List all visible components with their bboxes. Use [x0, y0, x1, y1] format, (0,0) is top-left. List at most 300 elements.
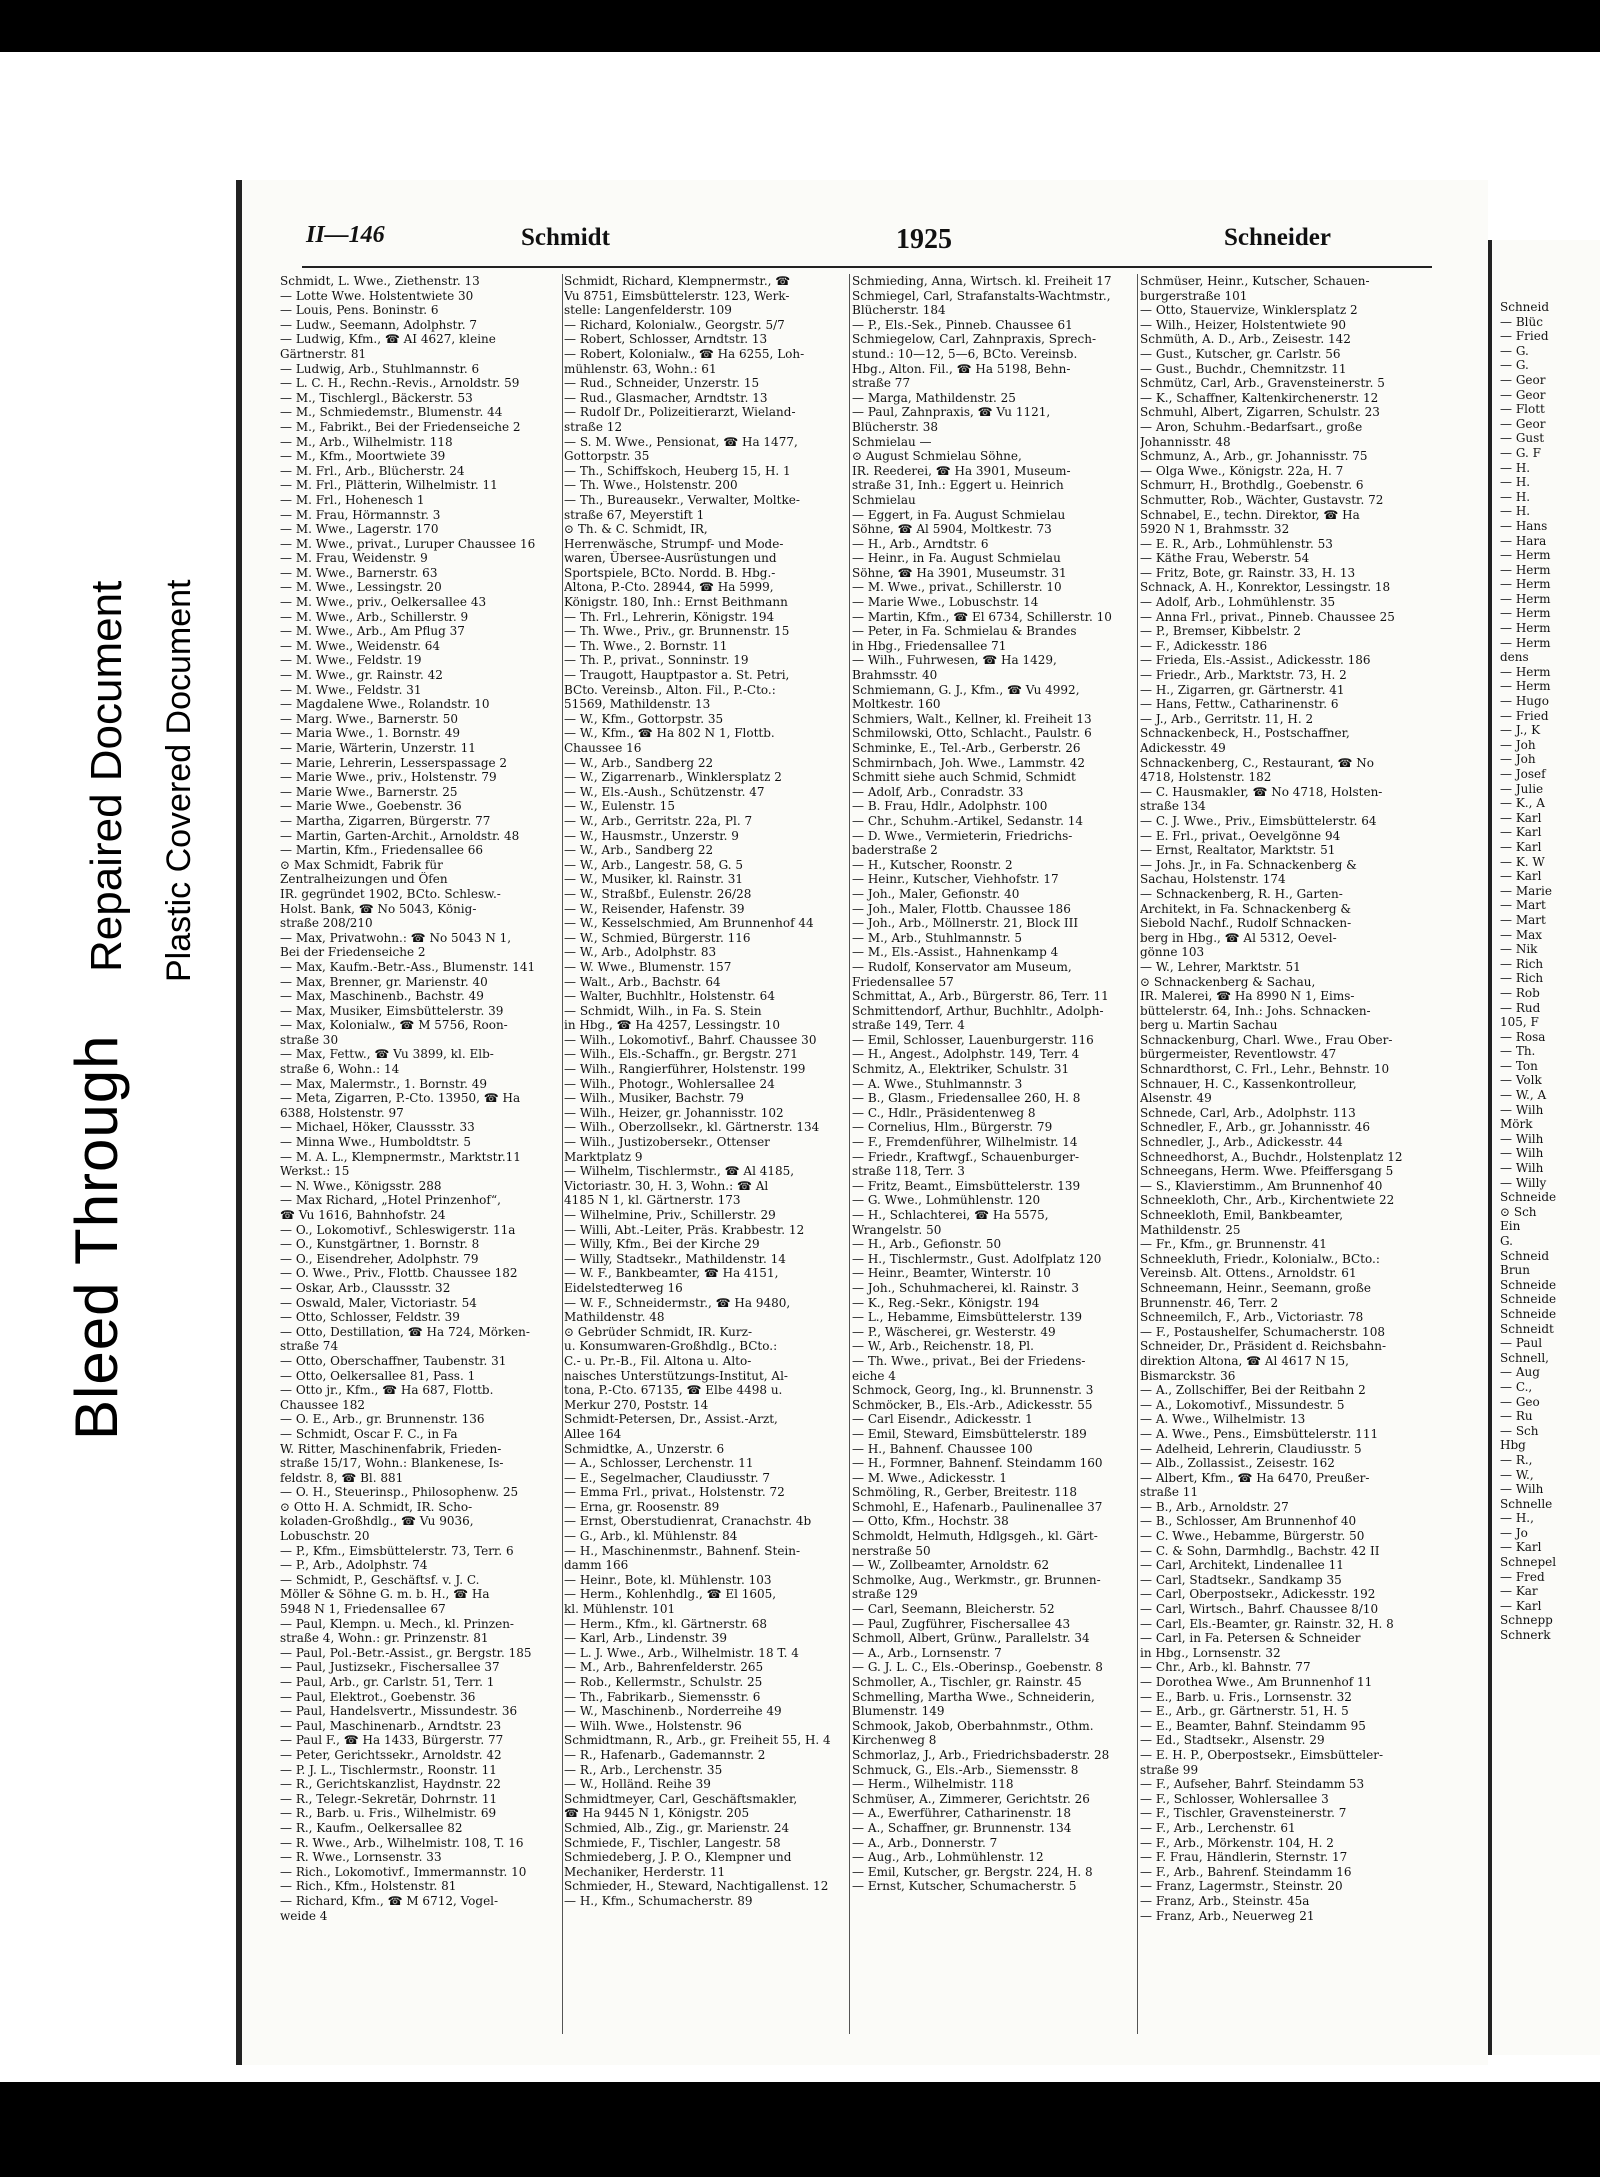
directory-entry-line: — A., Lokomotivf., Missundestr. 5 — [1140, 1397, 1345, 1412]
directory-entry-line: — Carl, Wirtsch., Bahrf. Chaussee 8/10 — [1140, 1602, 1379, 1617]
directory-entry-line: straße 31, Inh.: Eggert u. Heinrich — [852, 478, 1064, 493]
directory-entry-line: — Magdalene Wwe., Rolandstr. 10 — [280, 697, 490, 712]
directory-entry-line: Schmook, Jakob, Oberbahnmstr., Othm. — [852, 1718, 1094, 1733]
next-page-fragment: — Herm — [1500, 621, 1551, 636]
directory-entry-line: — Friedr., Arb., Marktstr. 73, H. 2 — [1140, 668, 1347, 683]
directory-entry-line: — A., Arb., Lornsenstr. 7 — [852, 1645, 1002, 1660]
directory-entry-line: — Otto, Kfm., Hochstr. 38 — [852, 1514, 1009, 1529]
next-page-fragment: — Wilh — [1500, 1482, 1544, 1497]
directory-entry-line: — Otto, Oelkersallee 81, Pass. 1 — [280, 1368, 476, 1383]
directory-entry-line: — P., Arb., Adolphstr. 74 — [280, 1558, 428, 1573]
next-page-fragment: — Wilh — [1500, 1102, 1544, 1117]
directory-entry-line: — M. Wwe., privat., Schillerstr. 10 — [852, 580, 1062, 595]
directory-entry-line: — Max, Maschinenb., Bachstr. 49 — [280, 989, 484, 1004]
next-page-fragment: — Marie — [1500, 883, 1552, 898]
next-page-fragment: — J., K — [1500, 723, 1541, 738]
directory-entry-line: — R., Kaufm., Oelkersallee 82 — [280, 1820, 463, 1835]
directory-entry-line: — Marga, Mathildenstr. 25 — [852, 390, 1016, 405]
directory-entry-line: — F., Arb., Lerchenstr. 61 — [1140, 1820, 1296, 1835]
directory-entry-line: — Th. Wwe., Priv., gr. Brunnenstr. 15 — [564, 624, 790, 639]
directory-entry-line: — Rich., Kfm., Holstenstr. 81 — [280, 1879, 457, 1894]
directory-column-4 — [1140, 274, 1432, 2044]
directory-entry-line: Chaussee 182 — [280, 1397, 366, 1412]
directory-entry-line: — M., Arb., Bahrenfelderstr. 265 — [564, 1660, 764, 1675]
next-page-fragment: G. — [1500, 1234, 1513, 1248]
directory-entry-line: — Meta, Zigarren, P.-Cto. 13950, ☎ Ha — [280, 1091, 521, 1106]
directory-entry-line: — W. F., Bankbeamter, ☎ Ha 4151, — [564, 1266, 779, 1281]
directory-entry-line: — Marie, Lehrerin, Lesserspassage 2 — [280, 755, 508, 770]
directory-entry-line: — H., Angest., Adolphstr. 149, Terr. 4 — [852, 1047, 1080, 1062]
directory-entry-line: Sportspiele, BCto. Nordd. B. Hbg.- — [564, 565, 776, 580]
directory-entry-line: Söhne, ☎ Ha 3901, Museumstr. 31 — [852, 565, 1067, 580]
next-page-fragment: — H. — [1500, 475, 1531, 490]
next-page-fragment: — Wilh — [1500, 1146, 1544, 1161]
directory-entry-line: — W., Arb., Gerritstr. 22a, Pl. 7 — [564, 813, 753, 828]
directory-entry-line: Schneekloth, Chr., Arb., Kirchentwiete 22 — [1140, 1193, 1395, 1208]
directory-entry-line: — Eggert, in Fa. August Schmielau — [852, 507, 1066, 522]
next-page-fragment: Schnelle — [1500, 1496, 1553, 1511]
directory-entry-line: — G., Arb., kl. Mühlenstr. 84 — [564, 1529, 738, 1544]
next-page-fragment: Schneide — [1500, 1306, 1557, 1321]
directory-entry-line: straße 77 — [852, 376, 911, 391]
directory-entry-line: — Rud., Schneider, Unzerstr. 15 — [564, 376, 760, 391]
directory-entry-line: — Paul, Handelsvertr., Missundestr. 36 — [280, 1704, 518, 1719]
directory-entry-line: Schneekluth, Friedr., Kolonialw., BCto.: — [1140, 1251, 1380, 1266]
directory-entry-line: Schmiede, F., Tischler, Langestr. 58 — [564, 1835, 781, 1850]
directory-entry-line: — M. Frau, Hörmannstr. 3 — [280, 507, 441, 522]
directory-entry-line: — H., Schlachterei, ☎ Ha 5575, — [852, 1208, 1049, 1222]
directory-entry-line: — F., Adickesstr. 186 — [1140, 638, 1268, 653]
directory-entry-line: — Max, Brenner, gr. Marienstr. 40 — [280, 974, 488, 989]
directory-entry-line: — Th., Schiffskoch, Heuberg 15, H. 1 — [564, 463, 791, 478]
next-page-fragment: — Aug — [1500, 1365, 1540, 1380]
directory-entry-line: — W., Hausmstr., Unzerstr. 9 — [564, 828, 739, 843]
directory-entry-line: — Walter, Buchhltr., Holstenstr. 64 — [564, 989, 775, 1004]
directory-entry-line: Schmöcker, B., Els.-Arb., Adickesstr. 55 — [852, 1397, 1093, 1412]
directory-entry-line: — W., Straßbf., Eulenstr. 26/28 — [564, 886, 752, 901]
directory-entry-line: — Oskar, Arb., Claussstr. 32 — [280, 1280, 451, 1295]
directory-entry-line: Söhne, ☎ Al 5904, Moltkestr. 73 — [852, 522, 1052, 537]
directory-entry-line: — P. J. L., Tischlermstr., Roonstr. 11 — [280, 1762, 497, 1777]
directory-entry-line: — R., Gerichtskanzlist, Haydnstr. 22 — [280, 1777, 501, 1792]
directory-entry-line: — G. Wwe., Lohmühlenstr. 120 — [852, 1193, 1041, 1208]
directory-entry-line: Schmidtmann, R., Arb., gr. Freiheit 55, H. 4 — [564, 1733, 831, 1748]
directory-entry-line: ⊙ Otto H. A. Schmidt, IR. Scho- — [280, 1499, 473, 1514]
directory-entry-line: — Richard, Kolonialw., Georgstr. 5/7 — [564, 317, 785, 332]
directory-entry-line: — B., Arb., Arnoldstr. 27 — [1140, 1499, 1289, 1514]
directory-entry-line: — W., Maschinenb., Norderreihe 49 — [564, 1704, 782, 1719]
directory-entry-line: Schmöling, R., Gerber, Breitestr. 118 — [852, 1485, 1078, 1500]
directory-entry-line: Schmiers, Walt., Kellner, kl. Freiheit 13 — [852, 711, 1092, 726]
directory-entry-line: in Hbg., Friedensallee 71 — [852, 638, 1007, 653]
directory-entry-line: — Franz, Lagermstr., Steinstr. 20 — [1140, 1879, 1343, 1894]
next-page-fragments — [1500, 300, 1600, 1643]
directory-entry-line: waren, Übersee-Ausrüstungen und — [564, 551, 777, 566]
directory-entry-line: — Oswald, Maler, Victoriastr. 54 — [280, 1295, 477, 1310]
directory-entry-line: — Joh., Arb., Möllnerstr. 21, Block III — [852, 916, 1079, 931]
directory-entry-line: — Fritz, Beamt., Eimsbüttelerstr. 139 — [852, 1178, 1081, 1193]
directory-entry-line: Friedensallee 57 — [852, 974, 954, 989]
directory-entry-line: Brunnenstr. 46, Terr. 2 — [1140, 1295, 1279, 1310]
directory-entry-line: — H., Kfm., Schumacherstr. 89 — [564, 1893, 753, 1908]
directory-entry-line: — Schnackenberg, R. H., Garten- — [1140, 886, 1343, 901]
directory-entry-line: Zentralheizungen und Öfen — [280, 872, 448, 887]
directory-entry-line: straße 99 — [1140, 1762, 1199, 1777]
directory-entry-line: — Heinr., Bote, kl. Mühlenstr. 103 — [564, 1572, 772, 1587]
directory-entry-line: — F., Postaushelfer, Schumacherstr. 108 — [1140, 1324, 1385, 1339]
directory-entry-line: Königstr. 180, Inh.: Ernst Beithmann — [564, 595, 788, 610]
directory-entry-line: — Anna Frl., privat., Pinneb. Chaussee 25 — [1140, 609, 1395, 624]
next-page-fragment: — Geor — [1500, 372, 1546, 387]
directory-entry-line: — Peter, in Fa. Schmielau & Brandes — [852, 624, 1077, 639]
directory-entry-line: — M. Frl., Hohenesch 1 — [280, 492, 425, 507]
next-page-fragment: — Karl — [1500, 810, 1542, 825]
directory-entry-line: — Herm., Wilhelmistr. 118 — [852, 1777, 1014, 1792]
directory-entry-line: — Carl, in Fa. Petersen & Schneider — [1140, 1631, 1361, 1646]
directory-entry-line: C.- u. Pr.-B., Fil. Altona u. Alto- — [564, 1353, 752, 1368]
next-page-fragment: — Paul — [1500, 1336, 1543, 1351]
directory-entry-line: — Th. Wwe., 2. Bornstr. 11 — [564, 638, 728, 653]
directory-entry-line: — Wilh., Oberzollsekr., kl. Gärtnerstr. 134 — [564, 1120, 820, 1135]
next-page-fragment: — Kar — [1500, 1584, 1538, 1599]
directory-entry-line: — Paul, Zahnpraxis, ☎ Vu 1121, — [852, 405, 1051, 420]
page-number: II—146 — [306, 222, 385, 248]
directory-entry-line: — C. & Sohn, Darmhdlg., Bachstr. 42 II — [1140, 1543, 1380, 1558]
directory-entry-line: — R., Hafenarb., Gademannstr. 2 — [564, 1747, 766, 1762]
directory-entry-line: — F., Fremdenführer, Wilhelmistr. 14 — [852, 1135, 1078, 1150]
directory-entry-line: — Th., Bureausekr., Verwalter, Moltke- — [564, 492, 800, 507]
next-page-fragment: — Gust — [1500, 431, 1545, 446]
directory-entry-line: — M. Wwe., Barnerstr. 63 — [280, 565, 438, 580]
directory-entry-line: Schmitz, A., Elektriker, Schulstr. 31 — [852, 1062, 1070, 1077]
directory-entry-line: — W., Musiker, kl. Rainstr. 31 — [564, 872, 743, 887]
next-page-fragment: — Rich — [1500, 971, 1544, 986]
directory-entry-line: stund.: 10—12, 5—6, BCto. Vereinsb. — [852, 346, 1078, 361]
directory-entry-line: Mathildenstr. 25 — [1140, 1222, 1241, 1237]
next-page-fragment: — Julie — [1500, 781, 1544, 796]
directory-entry-line: Schmüth, A. D., Arb., Zeisestr. 142 — [1140, 332, 1351, 347]
next-page-fragment: Schnell, — [1500, 1350, 1549, 1365]
directory-entry-line: — H., Formner, Bahnenf. Steindamm 160 — [852, 1456, 1103, 1471]
directory-entry-line: — W., Arb., Sandberg 22 — [564, 755, 714, 770]
directory-entry-line: Schmolke, Aug., Werkmstr., gr. Brunnen- — [852, 1572, 1101, 1587]
next-page-fragment: — Hara — [1500, 533, 1547, 548]
directory-entry-line: in Hbg., Lornsenstr. 32 — [1140, 1645, 1281, 1660]
directory-entry-line: — O. H., Steuerinsp., Philosophenw. 25 — [280, 1485, 519, 1500]
directory-entry-line: — Frieda, Els.-Assist., Adickesstr. 186 — [1140, 653, 1371, 668]
directory-entry-line: — Paul, Zugführer, Fischersallee 43 — [852, 1616, 1071, 1631]
directory-entry-line: — Th., Fabrikarb., Siemensstr. 6 — [564, 1689, 761, 1704]
next-page-fragment: — Hugo — [1500, 694, 1549, 709]
directory-entry-line: — W., Arb., Langestr. 58, G. 5 — [564, 857, 744, 872]
directory-entry-line: — B. Frau, Hdlr., Adolphstr. 100 — [852, 799, 1048, 814]
directory-entry-line: berg in Hbg., ☎ Al 5312, Oevel- — [1140, 930, 1337, 945]
directory-entry-line: Schmielau — [852, 492, 916, 507]
directory-entry-line: — Rud., Glasmacher, Arndtstr. 13 — [564, 390, 768, 405]
directory-entry-line: — M. Wwe., Weidenstr. 64 — [280, 638, 440, 653]
directory-entry-line: — Wilh., Els.-Schaffn., gr. Bergstr. 271 — [564, 1047, 798, 1062]
next-page-fragment: — Hans — [1500, 518, 1548, 533]
directory-entry-line: Schmittat, A., Arb., Bürgerstr. 86, Terr. 11 — [852, 989, 1109, 1004]
directory-entry-line: Holst. Bank, ☎ No 5043, König- — [280, 901, 477, 916]
directory-entry-line: — A., Zollschiffer, Bei der Reitbahn 2 — [1140, 1383, 1366, 1398]
directory-entry-line: — O. E., Arb., gr. Brunnenstr. 136 — [280, 1412, 485, 1427]
next-page-fragment: — Karl — [1500, 869, 1542, 884]
directory-entry-line: Schmock, Georg, Ing., kl. Brunnenstr. 3 — [852, 1383, 1094, 1398]
next-page-fragment: ⊙ Sch — [1500, 1204, 1537, 1219]
directory-entry-line: — Emil, Schlosser, Lauenburgerstr. 116 — [852, 1032, 1094, 1047]
directory-entry-line: — Max, Fettw., ☎ Vu 3899, kl. Elb- — [280, 1047, 494, 1062]
directory-entry-line: — Carl, Seemann, Bleicherstr. 52 — [852, 1602, 1055, 1617]
directory-entry-line: — W. F., Schneidermstr., ☎ Ha 9480, — [564, 1295, 791, 1310]
directory-entry-line: — Marie, Wärterin, Unzerstr. 11 — [280, 741, 476, 755]
directory-entry-line: — M. Wwe., Feldstr. 31 — [280, 682, 422, 697]
next-page-fragment: 105, F — [1500, 1015, 1539, 1030]
directory-entry-line: Schmidt, L. Wwe., Ziethenstr. 13 — [280, 274, 480, 288]
directory-entry-line: Schmielau — — [852, 434, 932, 449]
directory-entry-line: Schmuhl, Albert, Zigarren, Schulstr. 23 — [1140, 405, 1380, 420]
directory-entry-line: 6388, Holstenstr. 97 — [280, 1105, 404, 1120]
directory-entry-line: — Ludwig, Arb., Stuhlmannstr. 6 — [280, 361, 480, 376]
directory-entry-line: — Alb., Zollassist., Zeisestr. 162 — [1140, 1456, 1335, 1471]
directory-column-3 — [852, 274, 1136, 2044]
directory-entry-line: — A., Ewerführer, Catharinenstr. 18 — [852, 1806, 1072, 1821]
directory-entry-line: — Gust., Kutscher, gr. Carlstr. 56 — [1140, 346, 1341, 361]
directory-entry-line: Schmiegel, Carl, Strafanstalts-Wachtmstr., — [852, 288, 1111, 303]
directory-entry-line: straße 208/210 — [280, 916, 373, 931]
directory-entry-line: — E. R., Arb., Lohmühlenstr. 53 — [1140, 536, 1333, 551]
directory-entry-line: — B., Glasm., Friedensallee 260, H. 8 — [852, 1091, 1081, 1106]
directory-entry-line: Schmoller, A., Tischler, gr. Rainstr. 45 — [852, 1675, 1082, 1689]
directory-entry-line: — Ludwig, Kfm., ☎ AI 4627, kleine — [280, 332, 496, 347]
directory-entry-line: — M. Wwe., Feldstr. 19 — [280, 653, 422, 668]
directory-entry-line: — Cornelius, Hlm., Bürgerstr. 79 — [852, 1120, 1053, 1135]
directory-entry-line: — Rudolf Dr., Polizeitierarzt, Wieland- — [564, 405, 796, 420]
next-page-fragment: Mörk — [1500, 1117, 1533, 1132]
directory-entry-line: — Hans, Fettw., Catharinenstr. 6 — [1140, 697, 1339, 712]
directory-entry-line: ⊙ Gebrüder Schmidt, IR. Kurz- — [564, 1324, 753, 1339]
directory-entry-line: — Herm., Kfm., kl. Gärtnerstr. 68 — [564, 1616, 768, 1631]
directory-entry-line: — Michael, Höker, Claussstr. 33 — [280, 1120, 475, 1135]
directory-entry-line: Schnabel, E., techn. Direktor, ☎ Ha — [1140, 507, 1360, 522]
directory-entry-line: — Ed., Stadtsekr., Alsenstr. 29 — [1140, 1733, 1325, 1748]
header-first-name: Schmidt — [521, 224, 610, 251]
directory-entry-line: — M., Fabrikt., Bei der Friedenseiche 2 — [280, 419, 521, 434]
directory-entry-line: — Marg. Wwe., Barnerstr. 50 — [280, 711, 459, 726]
directory-entry-line: — Heinr., Beamter, Winterstr. 10 — [852, 1266, 1051, 1281]
directory-entry-line: — Dorothea Wwe., Am Brunnenhof 11 — [1140, 1675, 1373, 1689]
directory-entry-line: — M. Wwe., Lagerstr. 170 — [280, 522, 439, 537]
column-divider — [1137, 274, 1138, 2034]
directory-entry-line: — E., Barb. u. Fris., Lornsenstr. 32 — [1140, 1689, 1352, 1704]
directory-entry-line: Schnackenburg, Charl. Wwe., Frau Ober- — [1140, 1032, 1393, 1047]
next-page-fragment: — W., — [1500, 1467, 1534, 1482]
directory-entry-line: nerstraße 50 — [852, 1543, 931, 1558]
header-last-name: Schneider — [1224, 224, 1331, 251]
directory-entry-line: Gärtnerstr. 81 — [280, 346, 367, 361]
next-page-fragment: Schneid — [1500, 1248, 1550, 1263]
next-page-fragment: — Geor — [1500, 416, 1546, 431]
next-page-fragment: — Karl — [1500, 839, 1542, 854]
directory-entry-line: — L. C. H., Rechn.-Revis., Arnoldstr. 59 — [280, 376, 520, 391]
directory-entry-line: — Schmidt, Oscar F. C., in Fa — [280, 1426, 458, 1441]
directory-entry-line: — P., Wäscherei, gr. Westerstr. 49 — [852, 1324, 1056, 1339]
directory-entry-line: mühlenstr. 63, Wohn.: 61 — [564, 361, 717, 376]
header-rule — [302, 266, 1432, 268]
next-page-fragment: — Mart — [1500, 912, 1546, 927]
next-page-fragment: — Herm — [1500, 591, 1551, 606]
directory-entry-line: — A., Arb., Donnerstr. 7 — [852, 1835, 998, 1850]
directory-entry-line: — M. Frl., Plätterin, Wilhelmistr. 11 — [280, 478, 498, 493]
directory-entry-line: — M. Wwe., Adickesstr. 1 — [852, 1470, 1007, 1485]
directory-entry-line: — F., Arb., Mörkenstr. 104, H. 2 — [1140, 1835, 1334, 1850]
directory-entry-line: — Otto jr., Kfm., ☎ Ha 687, Flottb. — [280, 1383, 494, 1398]
directory-entry-line: Schmilowski, Otto, Schlacht., Paulstr. 6 — [852, 726, 1092, 741]
directory-entry-line: 5920 N 1, Brahmsstr. 32 — [1140, 522, 1290, 537]
directory-entry-line: Sachau, Holstenstr. 174 — [1140, 872, 1286, 887]
directory-entry-line: — Traugott, Hauptpastor a. St. Petri, — [564, 668, 790, 683]
directory-entry-line: Schneekloth, Emil, Bankbeamter, — [1140, 1208, 1344, 1222]
directory-entry-line: — Adelheid, Lehrerin, Claudiusstr. 5 — [1140, 1441, 1362, 1456]
directory-entry-line: — W., Els.-Aush., Schützenstr. 47 — [564, 784, 765, 799]
directory-entry-line: weide 4 — [280, 1908, 328, 1923]
directory-entry-line: — M. Wwe., Arb., Schillerstr. 9 — [280, 609, 469, 624]
directory-entry-line: ☎ Vu 1616, Bahnhofstr. 24 — [280, 1208, 446, 1222]
directory-entry-line: ⊙ August Schmielau Söhne, — [852, 449, 1022, 464]
directory-entry-line: — Fritz, Bote, gr. Rainstr. 33, H. 13 — [1140, 565, 1356, 580]
directory-entry-line: — C. Hausmakler, ☎ No 4718, Holsten- — [1140, 784, 1383, 799]
directory-entry-line: — W., Kfm., ☎ Ha 802 N 1, Flottb. — [564, 726, 775, 741]
directory-entry-line: Schmidtmeyer, Carl, Geschäftsmakler, — [564, 1791, 798, 1806]
next-page-fragment: — Flott — [1500, 402, 1545, 417]
directory-entry-line: — Marie Wwe., Goebenstr. 36 — [280, 799, 462, 814]
directory-entry-line: — P., Kfm., Eimsbüttelerstr. 73, Terr. 6 — [280, 1543, 514, 1558]
directory-entry-line: — E., Arb., gr. Gärtnerstr. 51, H. 5 — [1140, 1704, 1349, 1719]
next-page-fragment: — Nik — [1500, 942, 1538, 957]
directory-entry-line: — H., Bahnenf. Chaussee 100 — [852, 1441, 1033, 1456]
directory-entry-line: — R. Wwe., Arb., Wilhelmistr. 108, T. 16 — [280, 1835, 524, 1850]
directory-entry-line: — P., Els.-Sek., Pinneb. Chaussee 61 — [852, 317, 1073, 332]
directory-entry-line: — Th. Wwe., privat., Bei der Friedens- — [852, 1353, 1086, 1368]
directory-entry-line: — A. Wwe., Stuhlmannstr. 3 — [852, 1076, 1023, 1091]
plastic-covered-label: Plastic Covered Document — [160, 579, 198, 982]
next-page-fragment: — Jo — [1500, 1525, 1528, 1540]
directory-entry-line: — Ernst, Oberstudienrat, Cranachstr. 4b — [564, 1514, 812, 1529]
directory-entry-line: Allee 164 — [564, 1426, 622, 1441]
directory-entry-line: — Paul, Justizsekr., Fischersallee 37 — [280, 1660, 500, 1675]
directory-entry-line: straße 129 — [852, 1587, 918, 1602]
directory-entry-line: — M. Wwe., gr. Rainstr. 42 — [280, 668, 443, 683]
directory-entry-line: — C. J. Wwe., Priv., Eimsbüttelerstr. 64 — [1140, 813, 1377, 828]
directory-entry-line: — M. Wwe., Lessingstr. 20 — [280, 580, 442, 595]
directory-entry-line: — W., Eulenstr. 15 — [564, 799, 675, 814]
directory-entry-line: — M., Els.-Assist., Hahnenkamp 4 — [852, 945, 1059, 960]
directory-entry-line: ⊙ Max Schmidt, Fabrik für — [280, 857, 443, 872]
directory-entry-line: — M., Arb., Wilhelmistr. 118 — [280, 434, 453, 449]
next-page-fragment: — G. — [1500, 358, 1529, 373]
next-page-fragment: Schnepp — [1500, 1613, 1553, 1628]
next-page-fragment: — Fried — [1500, 708, 1549, 723]
bleed-through-label: Bleed Through — [63, 1034, 130, 1440]
directory-entry-line: ⊙ Th. & C. Schmidt, IR, — [564, 522, 708, 537]
directory-entry-line: Adickesstr. 49 — [1140, 741, 1226, 755]
directory-entry-line: Kirchenweg 8 — [852, 1733, 937, 1748]
directory-entry-line: — Otto, Schlosser, Feldstr. 39 — [280, 1310, 460, 1325]
directory-entry-line: Schneider, Dr., Präsident d. Reichsbahn- — [1140, 1339, 1386, 1354]
directory-entry-line: ⊙ Schnackenberg & Sachau, — [1140, 974, 1316, 989]
directory-entry-line: — Otto, Destillation, ☎ Ha 724, Mörken- — [280, 1324, 530, 1339]
directory-entry-line: Schmied, Alb., Zig., gr. Marienstr. 24 — [564, 1820, 790, 1835]
directory-entry-line: — Willi, Abt.-Leiter, Präs. Krabbestr. 12 — [564, 1222, 805, 1237]
directory-entry-line: — H., Tischlermstr., Gust. Adolfplatz 120 — [852, 1251, 1102, 1266]
directory-entry-line: — Marie Wwe., Barnerstr. 25 — [280, 784, 458, 799]
directory-entry-line: — R., Telegr.-Sekretär, Dohrnstr. 11 — [280, 1791, 498, 1806]
directory-entry-line: — Robert, Schlosser, Arndtstr. 13 — [564, 332, 768, 347]
directory-entry-line: — W., Holländ. Reihe 39 — [564, 1777, 711, 1792]
next-page-fragment: — Rosa — [1500, 1029, 1546, 1044]
directory-entry-line: Eidelstedterweg 16 — [564, 1280, 683, 1295]
directory-entry-line: — Franz, Arb., Steinstr. 45a — [1140, 1893, 1310, 1908]
next-page-fragment: — Herm — [1500, 664, 1551, 679]
directory-entry-line: — R., Arb., Lerchenstr. 35 — [564, 1762, 723, 1777]
directory-entry-line: — Albert, Kfm., ☎ Ha 6470, Preußer- — [1140, 1470, 1370, 1485]
directory-entry-line: — Wilh. Wwe., Holstenstr. 96 — [564, 1718, 742, 1733]
directory-entry-line: — Emil, Kutscher, gr. Bergstr. 224, H. 8 — [852, 1864, 1093, 1879]
directory-entry-line: — Th. Wwe., Holstenstr. 200 — [564, 478, 738, 493]
directory-entry-line: — Wilh., Rangierführer, Holstenstr. 199 — [564, 1062, 806, 1077]
next-page-fragment: — K. W — [1500, 854, 1545, 869]
directory-entry-line: — M. Frl., Arb., Blücherstr. 24 — [280, 463, 465, 478]
directory-entry-line: — Paul, Elektrot., Goebenstr. 36 — [280, 1689, 476, 1704]
directory-entry-line: — Fr., Kfm., gr. Brunnenstr. 41 — [1140, 1237, 1327, 1252]
directory-entry-line: — Wilh., Heizer, Holstentwiete 90 — [1140, 317, 1347, 332]
directory-entry-line: Schmiemann, G. J., Kfm., ☎ Vu 4992, — [852, 682, 1080, 697]
directory-entry-line: Schmuck, G., Els.-Arb., Siemensstr. 8 — [852, 1762, 1079, 1777]
directory-entry-line: — Martin, Kfm., ☎ El 6734, Schillerstr. 10 — [852, 609, 1112, 624]
directory-entry-line: — K., Schaffner, Kaltenkirchenerstr. 12 — [1140, 390, 1379, 405]
next-page-fragment: — Rich — [1500, 956, 1544, 971]
directory-entry-line: — W. Wwe., Blumenstr. 157 — [564, 959, 732, 974]
directory-entry-line: — F., Tischler, Gravensteinerstr. 7 — [1140, 1806, 1347, 1821]
directory-entry-line: Gottorpstr. 35 — [564, 449, 650, 464]
directory-entry-line: 4718, Holstenstr. 182 — [1140, 770, 1272, 785]
directory-entry-line: — M. Wwe., privat., Luruper Chaussee 16 — [280, 536, 536, 551]
directory-entry-line: — Chr., Schuhm.-Artikel, Sedanstr. 14 — [852, 813, 1084, 828]
next-page-fragment: Schnepel — [1500, 1555, 1557, 1570]
directory-entry-line: — Ernst, Realtator, Marktstr. 51 — [1140, 843, 1336, 858]
directory-entry-line: — Franz, Arb., Neuerweg 21 — [1140, 1908, 1315, 1923]
next-page-fragment: — Th. — [1500, 1044, 1536, 1059]
directory-entry-line: Schnedler, F., Arb., gr. Johannisstr. 46 — [1140, 1120, 1370, 1135]
directory-entry-line: — F. Frau, Händlerin, Sternstr. 17 — [1140, 1850, 1348, 1865]
directory-entry-line: — Max, Musiker, Eimsbüttelerstr. 39 — [280, 1003, 504, 1018]
next-page-fragment: — Josef — [1500, 767, 1546, 781]
directory-entry-line: berg u. Martin Sachau — [1140, 1018, 1278, 1033]
directory-entry-line: ☎ Ha 9445 N 1, Königstr. 205 — [564, 1806, 750, 1821]
next-page-fragment: Schnerk — [1500, 1628, 1551, 1643]
directory-entry-line: — H., Zigarren, gr. Gärtnerstr. 41 — [1140, 682, 1345, 697]
directory-entry-line: — M. Frau, Weidenstr. 9 — [280, 551, 428, 566]
directory-entry-line: Schmorlaz, J., Arb., Friedrichsbaderstr. 28 — [852, 1747, 1110, 1762]
directory-entry-line: — R. Wwe., Lornsenstr. 33 — [280, 1850, 442, 1865]
directory-entry-line: — G. J. L. C., Els.-Oberinsp., Goebenstr. 8 — [852, 1660, 1103, 1675]
directory-entry-line: — M. Wwe., priv., Oelkersallee 43 — [280, 595, 487, 610]
directory-entry-line: Altona, P.-Cto. 28944, ☎ Ha 5999, — [564, 580, 774, 595]
directory-entry-line: feldstr. 8, ☎ Bl. 881 — [280, 1470, 404, 1485]
directory-entry-line: straße 4, Wohn.: gr. Prinzenstr. 81 — [280, 1631, 489, 1646]
directory-entry-line: — M., Kfm., Moortwiete 39 — [280, 449, 446, 464]
directory-entry-line: W. Ritter, Maschinenfabrik, Frieden- — [280, 1441, 502, 1456]
